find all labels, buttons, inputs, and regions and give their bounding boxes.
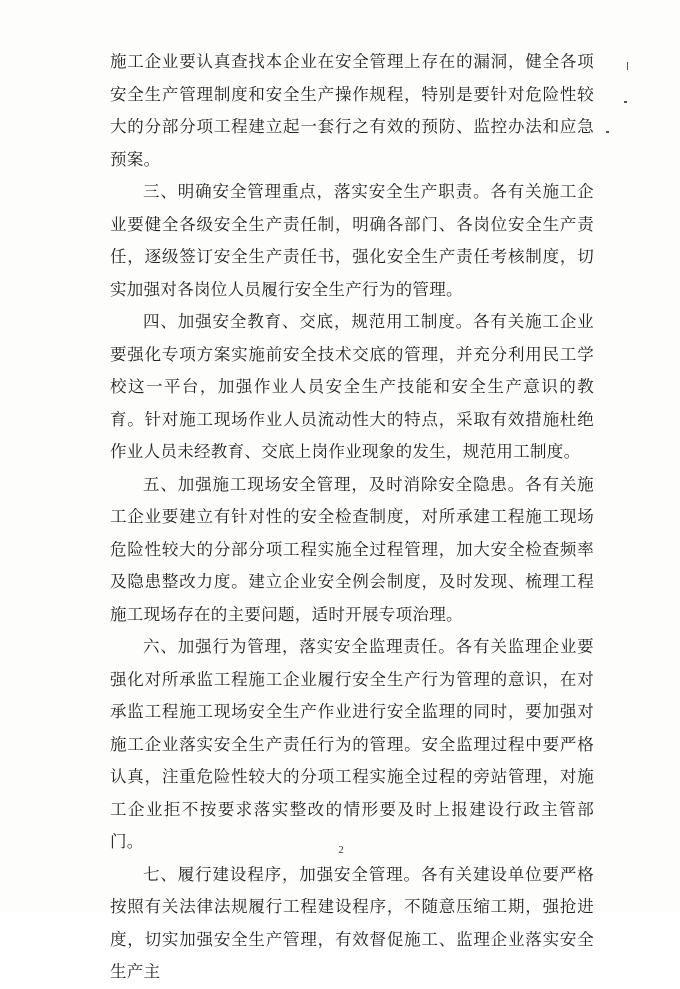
scan-artifact: [606, 131, 609, 133]
document-body: [110, 46, 594, 989]
paragraph-section-5: 五、加强施工现场安全管理，及时消除安全隐患。各有关施工企业要建立有针对性的安全检查制度，对所承建工程施工现场危险性较大的分部分项工程实施全过程管理，加大安全检查频率及隐患整改力度。建立企业安全例会制度，及时发现、梳理工程施工现场存在的主要问题，适时开展专项治理。: [110, 474, 594, 624]
paragraph-continuation: 施工企业要认真查找本企业在安全管理上存在的漏洞，健全各项安全生产管理制度和安全生产操作规程，特别是要针对危险性较大的分部分项工程建立起一套行之有效的预防、监控办法和应急预案。: [110, 52, 594, 169]
paragraph-section-4: 四、加强安全教育、交底，规范用工制度。各有关施工企业要强化专项方案实施前安全技术交底的管理，并充分利用民工学校这一平台，加强作业人员安全生产技能和安全生产意识的教育。针对施工现场作业人员流动性大的特点，采取有效措施杜绝作业人员未经教育、交底上岗作业现象的发生，规范用工制度。: [110, 312, 594, 461]
paragraph-section-6: 六、加强行为管理，落实安全监理责任。各有关监理企业要强化对所承监工程施工企业履行安全生产行为管理的意识，在对承监工程施工现场安全生产作业进行安全监理的同时，要加强对施工企业落实安全生产责任行为的管理。安全监理过程中要严格认真，注重危险性较大的分项工程实施全过程的旁站管理，对施工企业拒不按要求落实整改的情形要及时上报建设行政主管部门。: [110, 637, 594, 851]
paragraph-section-7: 七、履行建设程序，加强安全管理。各有关建设单位要严格按照有关法律法规履行工程建设程序，不随意压缩工期，强抢进度，切实加强安全生产管理，有效督促施工、监理企业落实安全生产主: [110, 864, 594, 981]
paragraph-section-3: 三、明确安全管理重点，落实安全生产职责。各有关施工企业要健全各级安全生产责任制，明确各部门、各岗位安全生产责任，逐级签订安全生产责任书，强化安全生产责任考核制度，切实加强对各岗位人员履行安全生产行为的管理。: [110, 182, 594, 299]
page-number: 2: [338, 844, 344, 856]
scan-artifact: [624, 101, 627, 103]
scan-artifact: [627, 62, 628, 70]
